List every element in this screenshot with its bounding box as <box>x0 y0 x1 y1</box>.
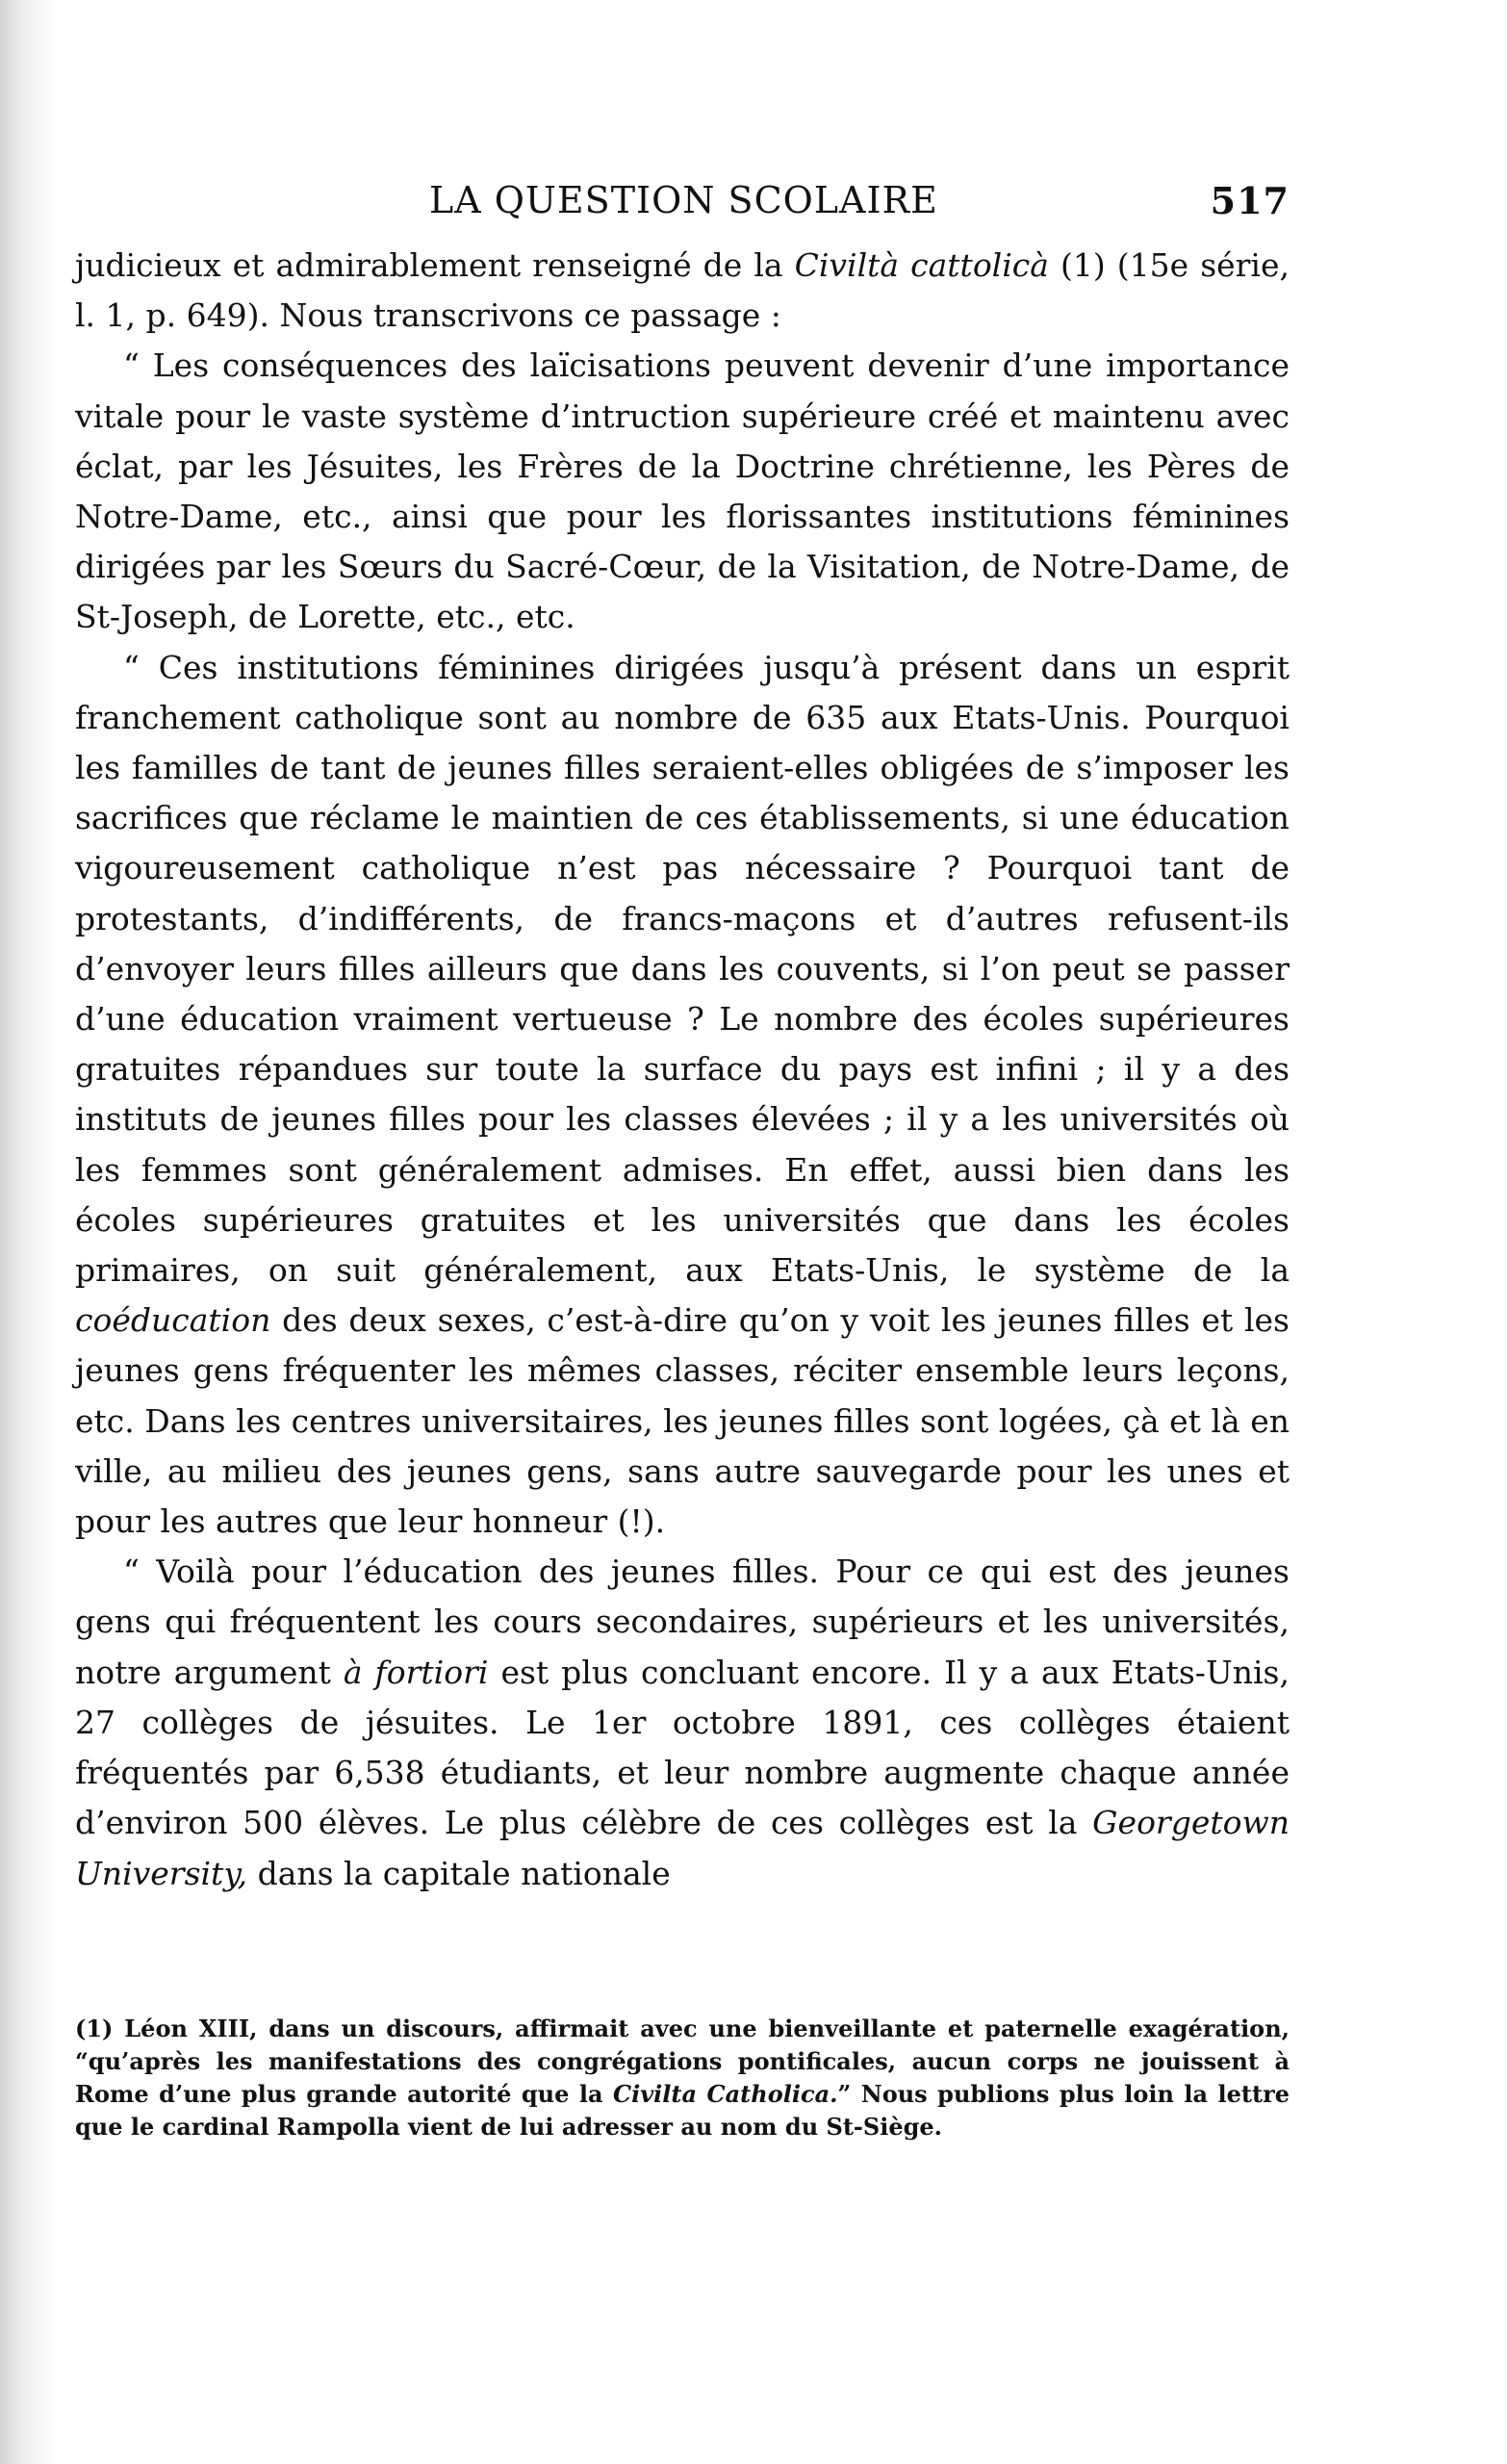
italic-text: Georgetown University, <box>75 1804 1290 1892</box>
paragraph <box>75 341 1290 642</box>
italic-text: à fortiori <box>343 1653 489 1691</box>
text-run: ” Nous publions plus loin la lettre que le cardinal Rampolla vient de lui adresser au nom du St-Siège. <box>75 2079 1290 2141</box>
text-run: des deux sexes, c’est-à-dire qu’on y voit les jeunes filles et les jeunes gens fréquenter les mêmes classes, réciter ensemble leurs leçons, etc. Dans les centres universitaires, les jeunes filles sont logées, çà et là en ville, au milieu des jeunes gens, sans autre sauvegarde pour les unes et pour les autres que leur honneur (!). <box>75 1301 1290 1541</box>
paragraph <box>75 1547 1290 1898</box>
running-title: LA QUESTION SCOLAIRE <box>429 179 938 221</box>
paragraph <box>75 643 1290 1548</box>
body-text <box>75 241 1290 1899</box>
page-number: 517 <box>1210 179 1290 222</box>
text-run: (1) Léon XIII, dans un discours, affirmait avec une bienveillante et paternelle exagération, “qu’après les manifestations des congrégations pontificales, aucun corps ne jouissent à Rome d’une plus grande autorité que la <box>75 2014 1290 2108</box>
scan-edge-shadow <box>0 0 58 2464</box>
text-run: (1) (15e série, l. 1, p. 649). Nous transcrivons ce passage : <box>75 246 1290 335</box>
footnote <box>75 2013 1290 2143</box>
text-run: “ Voilà pour l’éducation des jeunes filles. Pour ce qui est des jeunes gens qui fréquentent les cours secondaires, supérieurs et les universités, notre argument <box>75 1553 1290 1691</box>
italic-text: coéducation <box>75 1301 271 1340</box>
italic-text: Civilta Catholica. <box>613 2079 838 2108</box>
book-page <box>75 164 1290 2143</box>
text-run: “ Les conséquences des laïcisations peuvent devenir d’une importance vitale pour le vaste système d’intruction supérieure créé et maintenu avec éclat, par les Jésuites, les Frères de la Doctrine chrétienne, les Pères de Notre-Dame, etc., ainsi que pour les florissantes institutions féminines dirigées par les Sœurs du Sacré-Cœur, de la Visitation, de Notre-Dame, de St-Joseph, de Lorette, etc., etc. <box>75 346 1290 636</box>
text-run: dans la capitale nationale <box>247 1854 671 1892</box>
paragraph <box>75 241 1290 341</box>
text-run: “ Ces institutions féminines dirigées jusqu’à présent dans un esprit franchement catholique sont au nombre de 635 aux Etats-Unis. Pourquoi les familles de tant de jeunes filles seraient-elles obligées de s’imposer les sacrifices que réclame le maintien de ces établissements, si une éducation vigoureusement catholique n’est pas nécessaire ? Pourquoi tant de protestants, d’indifférents, de francs-maçons et d’autres refusent-ils d’envoyer leurs filles ailleurs que dans les couvents, si l’on peut se passer d’une éducation vraiment vertueuse ? Le nombre des écoles supérieures gratuites répandues sur toute la surface du pays est infini ; il y a des instituts de jeunes filles pour les classes élevées ; il y a les universités où les femmes sont généralement admises. En effet, aussi bien dans les écoles supérieures gratuites et les universités que dans les écoles primaires, on suit généralement, aux Etats-Unis, le système de la <box>75 648 1290 1290</box>
text-run: est plus concluant encore. Il y a aux Etats-Unis, 27 collèges de jésuites. Le 1er octobre 1891, ces collèges étaient fréquentés par 6,538 étudiants, et leur nombre augmente chaque année d’environ 500 élèves. Le plus célèbre de ces collèges est la <box>75 1653 1290 1842</box>
italic-text: Civiltà cattolicà <box>794 246 1049 284</box>
running-head <box>75 164 1290 241</box>
text-run: judicieux et admirablement renseigné de la <box>75 246 795 284</box>
footnotes <box>75 2013 1290 2143</box>
